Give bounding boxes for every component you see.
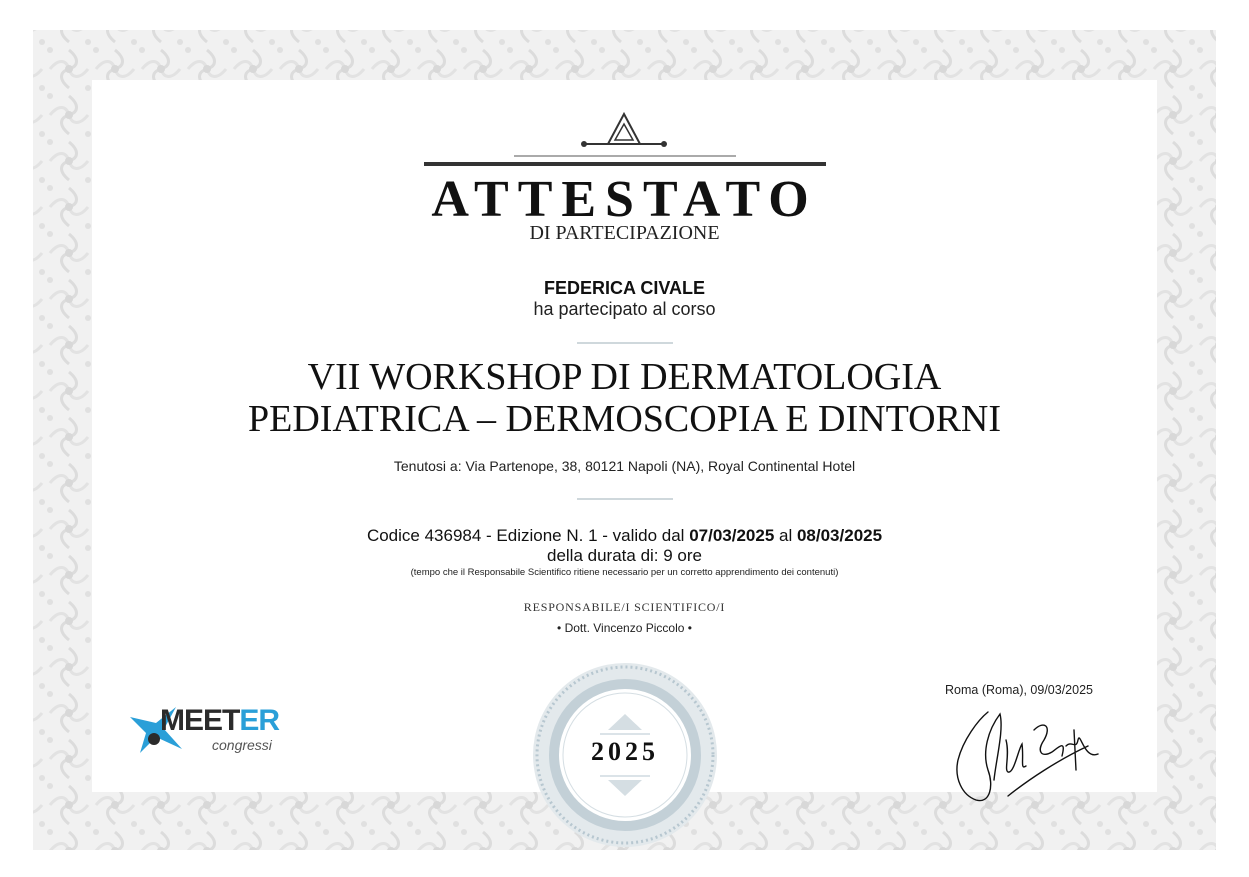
- divider: [577, 342, 673, 344]
- divider: [577, 498, 673, 500]
- seal-year: 2025: [591, 737, 659, 766]
- meeter-logo-text: [160, 704, 279, 738]
- course-title-line2: PEDIATRICA – DERMOSCOPIA E DINTORNI: [247, 398, 1002, 440]
- logo-subtitle: congressi: [212, 737, 272, 753]
- certificate-title: ATTESTATO: [431, 171, 818, 228]
- venue-text: Tenutosi a: Via Partenope, 38, 80121 Napoli (NA), Royal Continental Hotel: [393, 458, 856, 474]
- course-code-line: [0, 526, 1249, 546]
- logo-brand-main: MEET: [160, 704, 240, 737]
- top-ornament: [424, 110, 826, 170]
- logo-brand-accent: ER: [239, 704, 280, 737]
- duration-note: (tempo che il Responsabile Scientifico ritiene necessario per un corretto apprendimento dei contenuti): [410, 567, 839, 578]
- certificate-subtitle: DI PARTECIPAZIONE: [529, 222, 720, 244]
- participant-name: FEDERICA CIVALE: [543, 278, 705, 298]
- responsible-name: • Dott. Vincenzo Piccolo •: [557, 621, 692, 635]
- participation-text: ha partecipato al corso: [533, 299, 716, 319]
- date-to: 08/03/2025: [796, 526, 883, 545]
- code-middle: al: [774, 526, 797, 545]
- signature: [948, 700, 1108, 815]
- course-title: [0, 356, 1249, 440]
- course-title-line1: VII WORKSHOP DI DERMATOLOGIA: [307, 356, 942, 398]
- date-from: 07/03/2025: [689, 526, 775, 545]
- duration-text: della durata di: 9 ore: [547, 546, 702, 565]
- responsible-label: RESPONSABILE/I SCIENTIFICO/I: [523, 600, 726, 614]
- code-prefix: Codice 436984 - Edizione N. 1 - valido dal: [366, 526, 690, 545]
- place-date: Roma (Roma), 09/03/2025: [945, 683, 1093, 697]
